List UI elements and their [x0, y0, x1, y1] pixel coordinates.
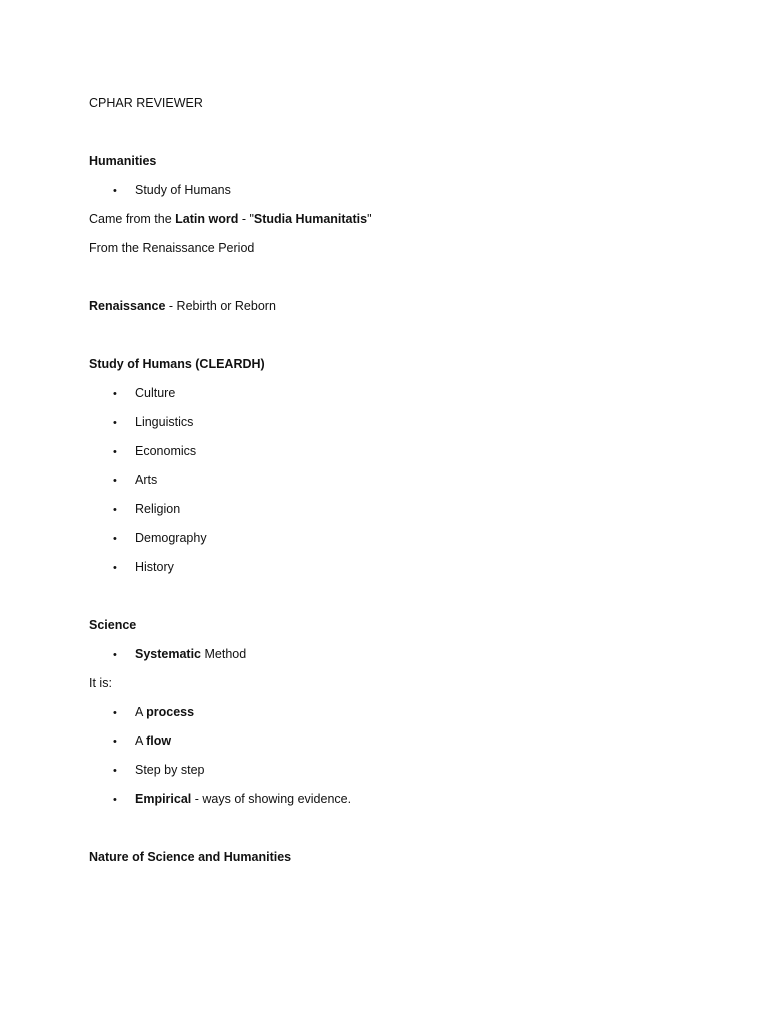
humanities-origin [89, 210, 372, 228]
bullet-icon: • [113, 794, 117, 806]
text-run: - ways of showing evidence. [191, 792, 352, 806]
bullet-icon: • [113, 417, 117, 429]
heading-study-of-humans: Study of Humans (CLEARDH) [89, 357, 265, 371]
bold-run: process [146, 705, 195, 719]
heading-nature: Nature of Science and Humanities [89, 850, 292, 864]
bold-run: Latin word [175, 212, 239, 226]
list-item-text: Arts [135, 473, 158, 487]
text-run: A [135, 734, 147, 748]
text-run: Method [201, 647, 247, 661]
list-item-text: Culture [135, 386, 176, 400]
bullet-icon: • [113, 736, 117, 748]
list-item-text: Economics [135, 444, 197, 458]
bullet-icon: • [113, 649, 117, 661]
bold-run: Renaissance [89, 299, 166, 313]
bullet-icon: • [113, 707, 117, 719]
bullet-icon: • [113, 504, 117, 516]
list-item [113, 790, 351, 808]
list-item [113, 181, 231, 199]
bold-run: Empirical [135, 792, 192, 806]
it-is-label: It is: [89, 676, 112, 690]
list-item-text: Step by step [135, 763, 205, 777]
list-item-text: History [135, 560, 174, 574]
list-item-text: Study of Humans [135, 183, 231, 197]
text-run: " [367, 212, 372, 226]
heading-science: Science [89, 618, 137, 632]
list-item [113, 761, 205, 779]
list-item [113, 500, 180, 518]
bullet-icon: • [113, 475, 117, 487]
bold-run: flow [146, 734, 172, 748]
bullet-icon: • [113, 185, 117, 197]
text-run: - Rebirth or Reborn [165, 299, 276, 313]
list-item [113, 413, 193, 431]
list-item [113, 471, 157, 489]
humanities-period: From the Renaissance Period [89, 241, 255, 255]
bullet-icon: • [113, 388, 117, 400]
list-item-text: Religion [135, 502, 181, 516]
list-item [113, 384, 175, 402]
renaissance-definition [89, 297, 276, 315]
list-item [113, 645, 246, 663]
text-run: - " [238, 212, 254, 226]
bullet-icon: • [113, 562, 117, 574]
list-item [113, 732, 171, 750]
text-run: A [135, 705, 147, 719]
list-item [113, 703, 194, 721]
heading-humanities: Humanities [89, 154, 157, 168]
bold-run: Studia Humanitatis [253, 212, 368, 226]
bullet-icon: • [113, 446, 117, 458]
list-item [113, 529, 207, 547]
list-item [113, 558, 174, 576]
list-item [113, 442, 196, 460]
bold-run: Systematic [135, 647, 202, 661]
text-run: Came from the [89, 212, 176, 226]
list-item-text: Linguistics [135, 415, 194, 429]
bullet-icon: • [113, 765, 117, 777]
list-item-text: Demography [135, 531, 207, 545]
document-title: CPHAR REVIEWER [89, 96, 203, 110]
bullet-icon: • [113, 533, 117, 545]
